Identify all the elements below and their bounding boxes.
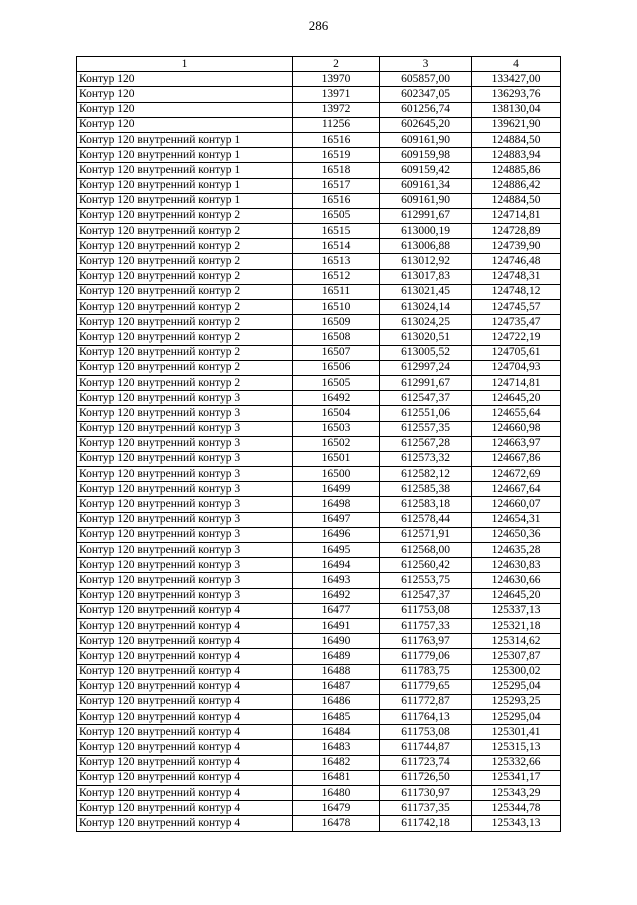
point-number-cell: 16508	[293, 330, 380, 345]
x-coordinate-cell: 611726,50	[380, 770, 472, 785]
column-header-1: 1	[77, 57, 293, 72]
point-number-cell: 11256	[293, 117, 380, 132]
point-number-cell: 16484	[293, 725, 380, 740]
table-row	[77, 330, 561, 345]
y-coordinate-cell: 125301,41	[472, 725, 561, 740]
x-coordinate-cell: 611757,33	[380, 618, 472, 633]
table-row	[77, 679, 561, 694]
y-coordinate-cell: 124663,97	[472, 436, 561, 451]
contour-name-cell: Контур 120 внутренний контур 3	[77, 497, 293, 512]
table-row	[77, 87, 561, 102]
contour-name-cell: Контур 120 внутренний контур 1	[77, 178, 293, 193]
y-coordinate-cell: 125343,13	[472, 816, 561, 831]
x-coordinate-cell: 611763,97	[380, 634, 472, 649]
contour-name-cell: Контур 120 внутренний контур 3	[77, 436, 293, 451]
table-row	[77, 345, 561, 360]
point-number-cell: 16485	[293, 710, 380, 725]
point-number-cell: 13970	[293, 72, 380, 87]
y-coordinate-cell: 124883,94	[472, 148, 561, 163]
contour-name-cell: Контур 120 внутренний контур 4	[77, 816, 293, 831]
x-coordinate-cell: 612560,42	[380, 558, 472, 573]
contour-name-cell: Контур 120 внутренний контур 2	[77, 345, 293, 360]
y-coordinate-cell: 124722,19	[472, 330, 561, 345]
x-coordinate-cell: 611779,65	[380, 679, 472, 694]
x-coordinate-cell: 611730,97	[380, 786, 472, 801]
contour-name-cell: Контур 120 внутренний контур 4	[77, 618, 293, 633]
y-coordinate-cell: 124660,98	[472, 421, 561, 436]
y-coordinate-cell: 125295,04	[472, 710, 561, 725]
contour-name-cell: Контур 120 внутренний контур 3	[77, 406, 293, 421]
y-coordinate-cell: 125341,17	[472, 770, 561, 785]
y-coordinate-cell: 124704,93	[472, 360, 561, 375]
x-coordinate-cell: 613020,51	[380, 330, 472, 345]
point-number-cell: 16500	[293, 467, 380, 482]
table-row	[77, 543, 561, 558]
x-coordinate-cell: 612997,24	[380, 360, 472, 375]
x-coordinate-cell: 611742,18	[380, 816, 472, 831]
point-number-cell: 16480	[293, 786, 380, 801]
x-coordinate-cell: 612585,38	[380, 482, 472, 497]
y-coordinate-cell: 124748,12	[472, 284, 561, 299]
contour-name-cell: Контур 120 внутренний контур 4	[77, 740, 293, 755]
table-row	[77, 573, 561, 588]
point-number-cell: 16491	[293, 618, 380, 633]
x-coordinate-cell: 609161,90	[380, 193, 472, 208]
contour-name-cell: Контур 120 внутренний контур 3	[77, 512, 293, 527]
table-row	[77, 163, 561, 178]
table-row	[77, 148, 561, 163]
y-coordinate-cell: 124735,47	[472, 315, 561, 330]
x-coordinate-cell: 612571,91	[380, 527, 472, 542]
point-number-cell: 16503	[293, 421, 380, 436]
table-row	[77, 193, 561, 208]
point-number-cell: 16489	[293, 649, 380, 664]
y-coordinate-cell: 124672,69	[472, 467, 561, 482]
x-coordinate-cell: 612547,37	[380, 391, 472, 406]
x-coordinate-cell: 613017,83	[380, 269, 472, 284]
x-coordinate-cell: 611772,87	[380, 694, 472, 709]
x-coordinate-cell: 611764,13	[380, 710, 472, 725]
table-row	[77, 467, 561, 482]
contour-name-cell: Контур 120 внутренний контур 2	[77, 239, 293, 254]
table-row	[77, 618, 561, 633]
contour-name-cell: Контур 120	[77, 117, 293, 132]
contour-name-cell: Контур 120 внутренний контур 2	[77, 315, 293, 330]
table-row	[77, 102, 561, 117]
table-row	[77, 725, 561, 740]
point-number-cell: 16499	[293, 482, 380, 497]
table-row	[77, 436, 561, 451]
x-coordinate-cell: 612567,28	[380, 436, 472, 451]
table-row	[77, 178, 561, 193]
x-coordinate-cell: 613000,19	[380, 224, 472, 239]
x-coordinate-cell: 611723,74	[380, 755, 472, 770]
table-row	[77, 132, 561, 147]
y-coordinate-cell: 124748,31	[472, 269, 561, 284]
x-coordinate-cell: 612582,12	[380, 467, 472, 482]
point-number-cell: 16505	[293, 208, 380, 223]
contour-name-cell: Контур 120 внутренний контур 3	[77, 391, 293, 406]
contour-name-cell: Контур 120 внутренний контур 4	[77, 664, 293, 679]
point-number-cell: 16492	[293, 391, 380, 406]
table-row	[77, 451, 561, 466]
y-coordinate-cell: 124728,89	[472, 224, 561, 239]
point-number-cell: 16479	[293, 801, 380, 816]
contour-name-cell: Контур 120 внутренний контур 1	[77, 163, 293, 178]
contour-name-cell: Контур 120 внутренний контур 2	[77, 224, 293, 239]
x-coordinate-cell: 612573,32	[380, 451, 472, 466]
x-coordinate-cell: 609159,42	[380, 163, 472, 178]
x-coordinate-cell: 613024,14	[380, 300, 472, 315]
point-number-cell: 16494	[293, 558, 380, 573]
contour-name-cell: Контур 120 внутренний контур 1	[77, 193, 293, 208]
table-row	[77, 649, 561, 664]
y-coordinate-cell: 124654,31	[472, 512, 561, 527]
x-coordinate-cell: 609161,90	[380, 132, 472, 147]
x-coordinate-cell: 612991,67	[380, 208, 472, 223]
point-number-cell: 16488	[293, 664, 380, 679]
table-row	[77, 801, 561, 816]
y-coordinate-cell: 124645,20	[472, 588, 561, 603]
table-row	[77, 755, 561, 770]
contour-name-cell: Контур 120 внутренний контур 3	[77, 421, 293, 436]
table-row	[77, 72, 561, 87]
x-coordinate-cell: 612578,44	[380, 512, 472, 527]
y-coordinate-cell: 124884,50	[472, 132, 561, 147]
x-coordinate-cell: 611753,08	[380, 725, 472, 740]
x-coordinate-cell: 611744,87	[380, 740, 472, 755]
table-header-row	[77, 57, 561, 72]
y-coordinate-cell: 138130,04	[472, 102, 561, 117]
y-coordinate-cell: 124746,48	[472, 254, 561, 269]
x-coordinate-cell: 609161,34	[380, 178, 472, 193]
table-row	[77, 208, 561, 223]
point-number-cell: 16519	[293, 148, 380, 163]
contour-name-cell: Контур 120 внутренний контур 4	[77, 725, 293, 740]
table-row	[77, 239, 561, 254]
point-number-cell: 16501	[293, 451, 380, 466]
y-coordinate-cell: 124714,81	[472, 208, 561, 223]
contour-name-cell: Контур 120 внутренний контур 3	[77, 482, 293, 497]
x-coordinate-cell: 611779,06	[380, 649, 472, 664]
y-coordinate-cell: 125314,62	[472, 634, 561, 649]
table-row	[77, 360, 561, 375]
contour-name-cell: Контур 120 внутренний контур 1	[77, 148, 293, 163]
y-coordinate-cell: 125307,87	[472, 649, 561, 664]
point-number-cell: 16478	[293, 816, 380, 831]
y-coordinate-cell: 125315,13	[472, 740, 561, 755]
y-coordinate-cell: 124630,66	[472, 573, 561, 588]
point-number-cell: 16481	[293, 770, 380, 785]
y-coordinate-cell: 124745,57	[472, 300, 561, 315]
table-row	[77, 497, 561, 512]
y-coordinate-cell: 124884,50	[472, 193, 561, 208]
table-row	[77, 786, 561, 801]
contour-name-cell: Контур 120 внутренний контур 4	[77, 634, 293, 649]
x-coordinate-cell: 611737,35	[380, 801, 472, 816]
contour-name-cell: Контур 120 внутренний контур 3	[77, 588, 293, 603]
contour-name-cell: Контур 120 внутренний контур 2	[77, 254, 293, 269]
table-row	[77, 816, 561, 831]
contour-name-cell: Контур 120 внутренний контур 2	[77, 284, 293, 299]
x-coordinate-cell: 611753,08	[380, 603, 472, 618]
x-coordinate-cell: 602645,20	[380, 117, 472, 132]
y-coordinate-cell: 139621,90	[472, 117, 561, 132]
table-row	[77, 482, 561, 497]
contour-name-cell: Контур 120 внутренний контур 3	[77, 543, 293, 558]
y-coordinate-cell: 124660,07	[472, 497, 561, 512]
point-number-cell: 16512	[293, 269, 380, 284]
contour-name-cell: Контур 120 внутренний контур 4	[77, 786, 293, 801]
table-row	[77, 300, 561, 315]
column-header-4: 4	[472, 57, 561, 72]
point-number-cell: 16507	[293, 345, 380, 360]
y-coordinate-cell: 125295,04	[472, 679, 561, 694]
point-number-cell: 16495	[293, 543, 380, 558]
y-coordinate-cell: 124705,61	[472, 345, 561, 360]
column-header-3: 3	[380, 57, 472, 72]
x-coordinate-cell: 613006,88	[380, 239, 472, 254]
contour-name-cell: Контур 120 внутренний контур 3	[77, 573, 293, 588]
contour-name-cell: Контур 120	[77, 72, 293, 87]
y-coordinate-cell: 125300,02	[472, 664, 561, 679]
table-row	[77, 634, 561, 649]
page-number: 286	[308, 18, 329, 33]
y-coordinate-cell: 124630,83	[472, 558, 561, 573]
x-coordinate-cell: 612991,67	[380, 375, 472, 390]
contour-name-cell: Контур 120 внутренний контур 1	[77, 132, 293, 147]
table-row	[77, 269, 561, 284]
x-coordinate-cell: 601256,74	[380, 102, 472, 117]
y-coordinate-cell: 125344,78	[472, 801, 561, 816]
y-coordinate-cell: 124655,64	[472, 406, 561, 421]
contour-name-cell: Контур 120 внутренний контур 3	[77, 527, 293, 542]
y-coordinate-cell: 124645,20	[472, 391, 561, 406]
table-row	[77, 603, 561, 618]
point-number-cell: 16493	[293, 573, 380, 588]
x-coordinate-cell: 613005,52	[380, 345, 472, 360]
y-coordinate-cell: 124650,36	[472, 527, 561, 542]
contour-name-cell: Контур 120 внутренний контур 2	[77, 360, 293, 375]
table-row	[77, 512, 561, 527]
y-coordinate-cell: 125293,25	[472, 694, 561, 709]
table-row	[77, 284, 561, 299]
point-number-cell: 16505	[293, 375, 380, 390]
x-coordinate-cell: 612557,35	[380, 421, 472, 436]
table-row	[77, 421, 561, 436]
y-coordinate-cell: 125337,13	[472, 603, 561, 618]
x-coordinate-cell: 602347,05	[380, 87, 472, 102]
contour-name-cell: Контур 120 внутренний контур 4	[77, 770, 293, 785]
table-row	[77, 315, 561, 330]
table-row	[77, 710, 561, 725]
contour-name-cell: Контур 120 внутренний контур 3	[77, 558, 293, 573]
point-number-cell: 16486	[293, 694, 380, 709]
point-number-cell: 16492	[293, 588, 380, 603]
point-number-cell: 16517	[293, 178, 380, 193]
point-number-cell: 16516	[293, 132, 380, 147]
point-number-cell: 16516	[293, 193, 380, 208]
contour-name-cell: Контур 120 внутренний контур 4	[77, 755, 293, 770]
contour-name-cell: Контур 120	[77, 102, 293, 117]
point-number-cell: 16506	[293, 360, 380, 375]
x-coordinate-cell: 613024,25	[380, 315, 472, 330]
point-number-cell: 16482	[293, 755, 380, 770]
point-number-cell: 16515	[293, 224, 380, 239]
table-row	[77, 391, 561, 406]
point-number-cell: 16509	[293, 315, 380, 330]
table-row	[77, 694, 561, 709]
contour-name-cell: Контур 120 внутренний контур 4	[77, 710, 293, 725]
point-number-cell: 16477	[293, 603, 380, 618]
point-number-cell: 16496	[293, 527, 380, 542]
table-row	[77, 770, 561, 785]
point-number-cell: 16504	[293, 406, 380, 421]
point-number-cell: 16502	[293, 436, 380, 451]
x-coordinate-cell: 612553,75	[380, 573, 472, 588]
table-row	[77, 117, 561, 132]
point-number-cell: 16498	[293, 497, 380, 512]
table-row	[77, 254, 561, 269]
contour-name-cell: Контур 120 внутренний контур 4	[77, 603, 293, 618]
y-coordinate-cell: 125343,29	[472, 786, 561, 801]
contour-name-cell: Контур 120 внутренний контур 2	[77, 269, 293, 284]
table-row	[77, 664, 561, 679]
point-number-cell: 16513	[293, 254, 380, 269]
contour-name-cell: Контур 120 внутренний контур 2	[77, 300, 293, 315]
y-coordinate-cell: 133427,00	[472, 72, 561, 87]
contour-name-cell: Контур 120 внутренний контур 4	[77, 679, 293, 694]
table-row	[77, 740, 561, 755]
point-number-cell: 13971	[293, 87, 380, 102]
table-row	[77, 527, 561, 542]
y-coordinate-cell: 124886,42	[472, 178, 561, 193]
y-coordinate-cell: 125321,18	[472, 618, 561, 633]
y-coordinate-cell: 124739,90	[472, 239, 561, 254]
table-row	[77, 375, 561, 390]
x-coordinate-cell: 612551,06	[380, 406, 472, 421]
x-coordinate-cell: 611783,75	[380, 664, 472, 679]
table-row	[77, 224, 561, 239]
table-row	[77, 558, 561, 573]
coordinates-table	[76, 56, 561, 832]
contour-name-cell: Контур 120 внутренний контур 4	[77, 801, 293, 816]
table-body	[77, 72, 561, 831]
y-coordinate-cell: 136293,76	[472, 87, 561, 102]
point-number-cell: 13972	[293, 102, 380, 117]
contour-name-cell: Контур 120 внутренний контур 3	[77, 467, 293, 482]
table-row	[77, 588, 561, 603]
x-coordinate-cell: 612583,18	[380, 497, 472, 512]
contour-name-cell: Контур 120 внутренний контур 2	[77, 375, 293, 390]
column-header-2: 2	[293, 57, 380, 72]
y-coordinate-cell: 124714,81	[472, 375, 561, 390]
y-coordinate-cell: 124667,64	[472, 482, 561, 497]
x-coordinate-cell: 613012,92	[380, 254, 472, 269]
point-number-cell: 16487	[293, 679, 380, 694]
contour-name-cell: Контур 120 внутренний контур 4	[77, 694, 293, 709]
y-coordinate-cell: 124667,86	[472, 451, 561, 466]
point-number-cell: 16490	[293, 634, 380, 649]
point-number-cell: 16510	[293, 300, 380, 315]
contour-name-cell: Контур 120 внутренний контур 2	[77, 330, 293, 345]
y-coordinate-cell: 124635,28	[472, 543, 561, 558]
contour-name-cell: Контур 120 внутренний контур 2	[77, 208, 293, 223]
contour-name-cell: Контур 120 внутренний контур 4	[77, 649, 293, 664]
x-coordinate-cell: 612547,37	[380, 588, 472, 603]
x-coordinate-cell: 613021,45	[380, 284, 472, 299]
x-coordinate-cell: 612568,00	[380, 543, 472, 558]
y-coordinate-cell: 125332,66	[472, 755, 561, 770]
point-number-cell: 16483	[293, 740, 380, 755]
point-number-cell: 16514	[293, 239, 380, 254]
y-coordinate-cell: 124885,86	[472, 163, 561, 178]
x-coordinate-cell: 609159,98	[380, 148, 472, 163]
x-coordinate-cell: 605857,00	[380, 72, 472, 87]
contour-name-cell: Контур 120	[77, 87, 293, 102]
contour-name-cell: Контур 120 внутренний контур 3	[77, 451, 293, 466]
point-number-cell: 16511	[293, 284, 380, 299]
point-number-cell: 16518	[293, 163, 380, 178]
point-number-cell: 16497	[293, 512, 380, 527]
table-row	[77, 406, 561, 421]
